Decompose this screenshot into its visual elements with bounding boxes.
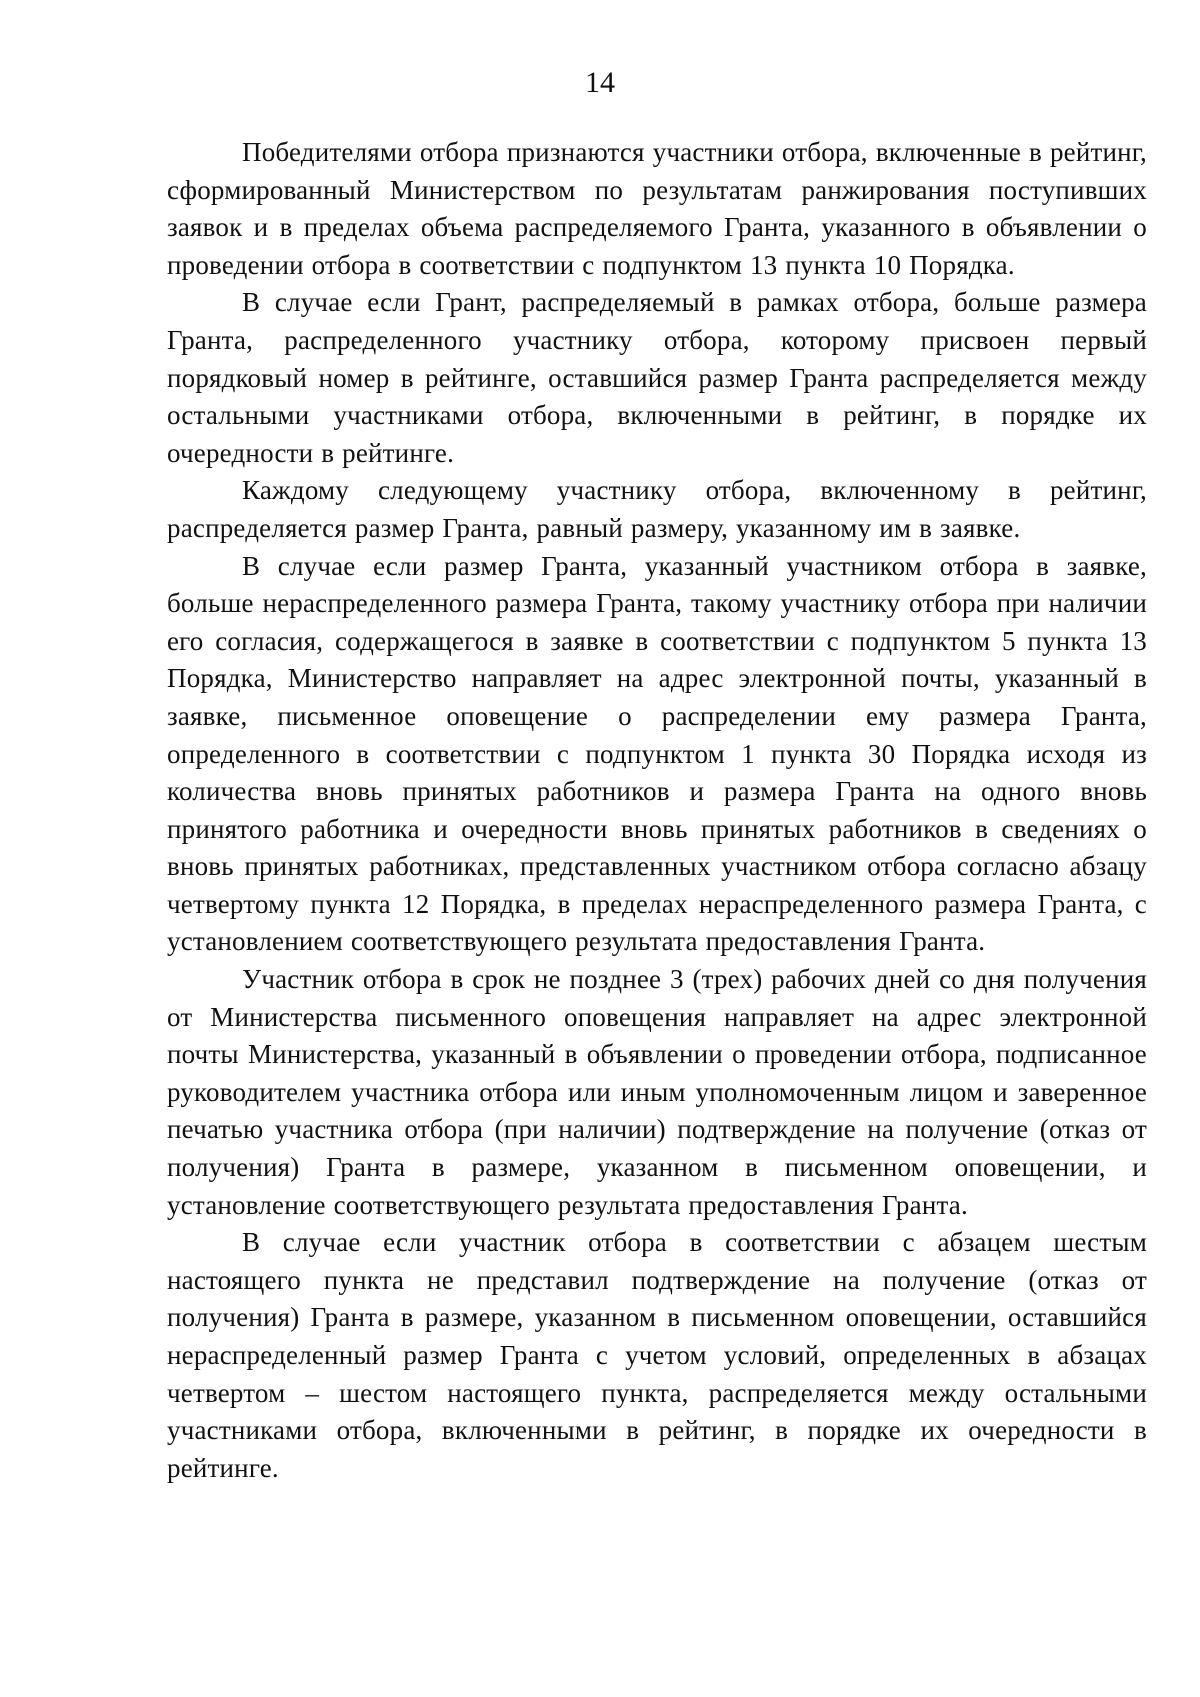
paragraph-confirmation: Участник отбора в срок не позднее 3 (трех) рабочих дней со дня получения от Министерства письменного оповещения направляет на адрес электронной почты Министерства, указанный в объявлении о проведении отбора, подписанное руководителем участника отбора или иным уполномоченным лицом и заверенное печатью участника отбора (при наличии) подтверждение на получение (отказ от получения) Гранта в размере, указанном в письменном оповещении, и установление соответствующего результата предоставления Гранта. bbox=[167, 964, 1147, 1220]
paragraph-winners: Победителями отбора признаются участники отбора, включенные в рейтинг, сформированный Министерством по результатам ранжирования поступивших заявок и в пределах объема распределяемого Гранта, указанного в объявлении о проведении отбора в соответствии с подпунктом 13 пункта 10 Порядка. bbox=[167, 137, 1147, 280]
paragraph-undistributed-grant: В случае если размер Гранта, указанный участником отбора в заявке, больше нераспределенного размера Гранта, такому участнику отбора при наличии его согласия, содержащегося в заявке в соответствии с подпунктом 5 пункта 13 Порядка, Министерство направляет на адрес электронной почты, указанный в заявке, письменное оповещение о распределении ему размера Гранта, определенного в соответствии с подпунктом 1 пункта 30 Порядка исходя из количества вновь принятых работников и размера Гранта на одного вновь принятого работника и очередности вновь принятых работников в сведениях о вновь принятых работниках, представленных участником отбора согласно абзацу четвертому пункта 12 Порядка, в пределах нераспределенного размера Гранта, с установлением соответствующего результата предоставления Гранта. bbox=[167, 550, 1147, 957]
document-body bbox=[167, 134, 1147, 1487]
paragraph-no-confirmation: В случае если участник отбора в соответствии с абзацем шестым настоящего пункта не представил подтверждение на получение (отказ от получения) Гранта в размере, указанном в письменном оповещении, оставшийся нераспределенный размер Гранта с учетом условий, определенных в абзацах четвертом – шестом настоящего пункта, распределяется между остальными участниками отбора, включенными в рейтинг, в порядке их очередности в рейтинге. bbox=[167, 1227, 1147, 1483]
page-number: 14 bbox=[585, 66, 615, 99]
paragraph-next-participant: Каждому следующему участнику отбора, включенному в рейтинг, распределяется размер Гранта, равный размеру, указанному им в заявке. bbox=[167, 475, 1147, 543]
paragraph-remaining-grant: В случае если Грант, распределяемый в рамках отбора, больше размера Гранта, распределенного участнику отбора, которому присвоен первый порядковый номер в рейтинге, оставшийся размер Гранта распределяется между остальными участниками отбора, включенными в рейтинг, в порядке их очередности в рейтинге. bbox=[167, 287, 1147, 468]
